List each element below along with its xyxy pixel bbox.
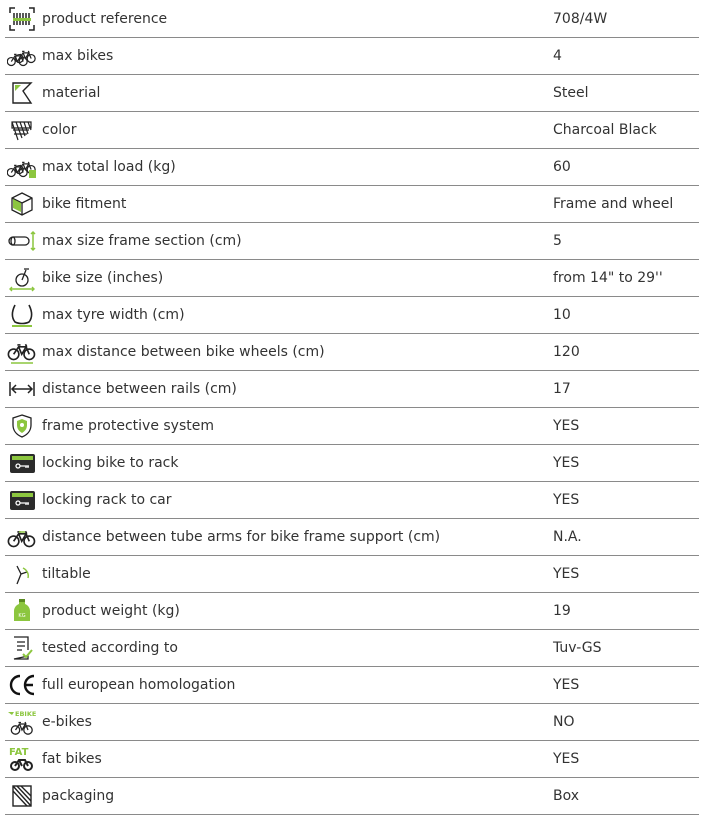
spec-value: YES bbox=[553, 751, 580, 767]
spec-row bbox=[5, 408, 699, 445]
package-icon bbox=[7, 782, 37, 810]
spec-row bbox=[5, 260, 699, 297]
bike-size-icon bbox=[7, 264, 37, 292]
spec-row bbox=[5, 38, 699, 75]
spec-row bbox=[5, 149, 699, 186]
spec-label: frame protective system bbox=[42, 418, 215, 434]
spec-label: max tyre width (cm) bbox=[42, 307, 185, 323]
spec-value: YES bbox=[553, 492, 580, 508]
spec-label: material bbox=[42, 85, 101, 101]
spec-label: max bikes bbox=[42, 48, 114, 64]
spec-row bbox=[5, 593, 699, 630]
spec-value: 10 bbox=[553, 307, 571, 323]
spec-value: 60 bbox=[553, 159, 571, 175]
color-palette-icon bbox=[7, 116, 37, 144]
spec-label: full european homologation bbox=[42, 677, 236, 693]
fat-bike-icon-text: FAT bbox=[9, 747, 29, 758]
spec-label: tested according to bbox=[42, 640, 178, 656]
spec-row bbox=[5, 334, 699, 371]
spec-row bbox=[5, 704, 699, 741]
spec-row bbox=[5, 482, 699, 519]
spec-row bbox=[5, 112, 699, 149]
ce-mark-icon bbox=[7, 671, 37, 699]
spec-value: from 14" to 29'' bbox=[553, 270, 663, 286]
spec-value: N.A. bbox=[553, 529, 582, 545]
spec-value: YES bbox=[553, 566, 580, 582]
spec-value: 17 bbox=[553, 381, 571, 397]
rail-distance-icon bbox=[7, 375, 37, 403]
tyre-width-icon bbox=[7, 301, 37, 329]
spec-label: product weight (kg) bbox=[42, 603, 180, 619]
frame-section-icon bbox=[7, 227, 37, 255]
shield-icon bbox=[7, 412, 37, 440]
spec-row bbox=[5, 741, 699, 778]
spec-label: packaging bbox=[42, 788, 115, 804]
spec-row bbox=[5, 297, 699, 334]
spec-row bbox=[5, 75, 699, 112]
spec-label: max distance between bike wheels (cm) bbox=[42, 344, 325, 360]
ebike-icon-text: EBIKE bbox=[15, 710, 37, 718]
spec-value: 708/4W bbox=[553, 11, 608, 27]
spec-row bbox=[5, 445, 699, 482]
barcode-icon bbox=[7, 5, 37, 33]
weight-icon bbox=[7, 597, 37, 625]
fat-bike-icon bbox=[7, 745, 37, 773]
spec-row bbox=[5, 223, 699, 260]
spec-value: YES bbox=[553, 418, 580, 434]
spec-row bbox=[5, 1, 699, 38]
spec-value: NO bbox=[553, 714, 575, 730]
spec-label: tiltable bbox=[42, 566, 91, 582]
cube-icon bbox=[7, 190, 37, 218]
key-lock-icon bbox=[7, 486, 37, 514]
spec-value: 120 bbox=[553, 344, 580, 360]
spec-value: Tuv-GS bbox=[553, 640, 602, 656]
spec-label: locking rack to car bbox=[42, 492, 172, 508]
wheel-distance-icon bbox=[7, 338, 37, 366]
spec-label: distance between tube arms for bike frame support (cm) bbox=[42, 529, 441, 545]
spec-value: Charcoal Black bbox=[553, 122, 657, 138]
spec-row bbox=[5, 556, 699, 593]
spec-value: Steel bbox=[553, 85, 589, 101]
spec-row bbox=[5, 667, 699, 704]
spec-label: color bbox=[42, 122, 77, 138]
spec-value: Box bbox=[553, 788, 580, 804]
spec-value: 5 bbox=[553, 233, 562, 249]
ebike-icon bbox=[7, 708, 37, 736]
specs-table bbox=[5, 1, 699, 815]
spec-row bbox=[5, 371, 699, 408]
spec-value: Frame and wheel bbox=[553, 196, 674, 212]
spec-value: YES bbox=[553, 455, 580, 471]
spec-label: bike fitment bbox=[42, 196, 127, 212]
spec-label: locking bike to rack bbox=[42, 455, 179, 471]
spec-value: YES bbox=[553, 677, 580, 693]
spec-value: 4 bbox=[553, 48, 562, 64]
spec-label: distance between rails (cm) bbox=[42, 381, 237, 397]
spec-label: e-bikes bbox=[42, 714, 92, 730]
key-lock-icon bbox=[7, 449, 37, 477]
spec-row bbox=[5, 630, 699, 667]
spec-label: max size frame section (cm) bbox=[42, 233, 242, 249]
load-bikes-icon bbox=[7, 153, 37, 181]
spec-row bbox=[5, 778, 699, 815]
checklist-icon bbox=[7, 634, 37, 662]
spec-label: bike size (inches) bbox=[42, 270, 164, 286]
spec-row bbox=[5, 519, 699, 556]
spec-label: product reference bbox=[42, 11, 168, 27]
tilt-icon bbox=[7, 560, 37, 588]
spec-label: max total load (kg) bbox=[42, 159, 176, 175]
material-icon bbox=[7, 79, 37, 107]
spec-row bbox=[5, 186, 699, 223]
bikes-icon bbox=[7, 42, 37, 70]
spec-label: fat bikes bbox=[42, 751, 102, 767]
bike-icon bbox=[7, 523, 37, 551]
spec-value: 19 bbox=[553, 603, 571, 619]
svg-text:KG: KG bbox=[18, 613, 26, 619]
